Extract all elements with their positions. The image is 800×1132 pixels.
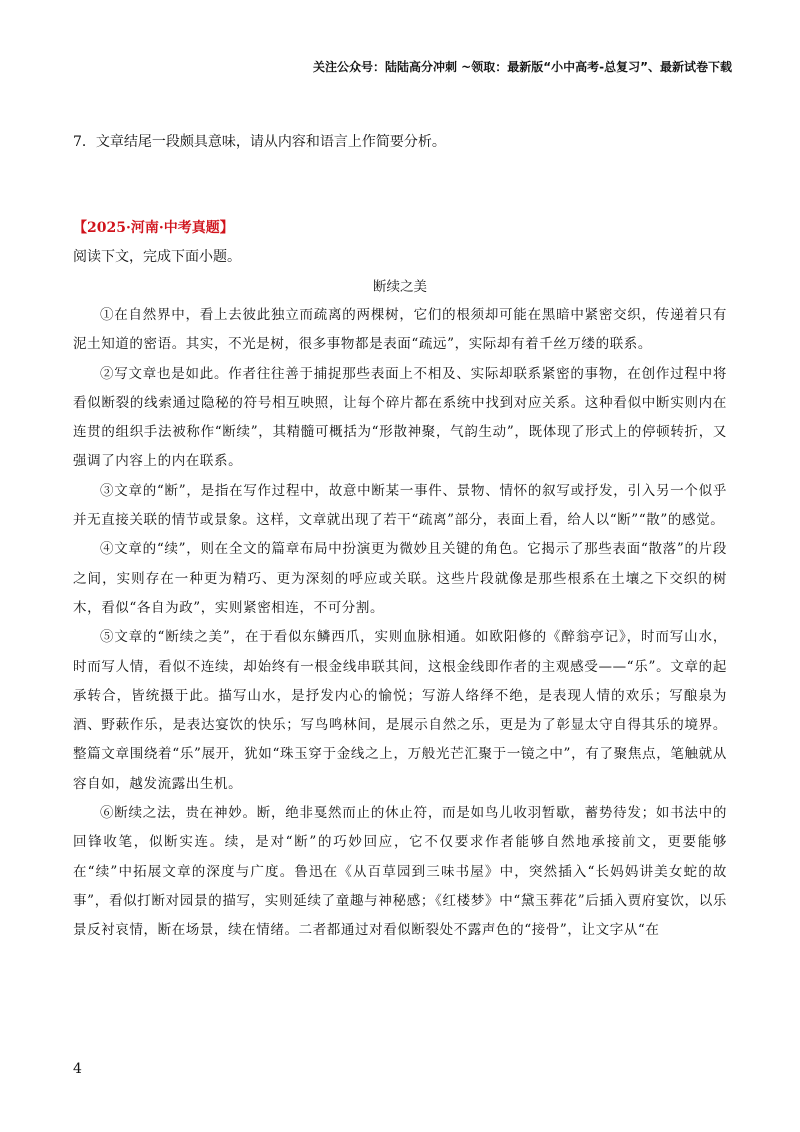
exam-source-tag: 【2025·河南·中考真题】 [73,220,234,236]
article-paragraph-4: ④文章的“续”，则在全文的篇章布局中扮演更为微妙且关键的角色。它揭示了那些表面“散落”的片段之间，实则存在一种更为精巧、更为深刻的呼应或关联。这些片段就像是那些根系在土壤之下交织的树木，看似“各自为政”，实则紧密相连，不可分割。 [73,541,727,616]
article-paragraph-6: ⑥断续之法，贵在神妙。断，绝非戛然而止的休止符，而是如鸟儿收羽暂歇，蓄势待发；如书法中的回锋收笔，似断实连。续，是对“断”的巧妙回应，它不仅要求作者能够自然地承接前文，更要能够在“续”中拓展文章的深度与广度。鲁迅在《从百草园到三味书屋》中，突然插入“长妈妈讲美女蛇的故事”，看似打断对园景的描写，实则延续了童趣与神秘感；《红楼梦》中“黛玉葬花”后插入贾府宴饮，以乐景反衬哀情，断在场景，续在情绪。二者都通过对看似断裂处不露声色的“接骨”，让文字从“在 [73,805,727,939]
reading-instruction: 阅读下文，完成下面小题。 [73,249,241,265]
page-number: 4 [73,1061,82,1077]
question-7: 7．文章结尾一段颇具意味，请从内容和语言上作简要分析。 [73,134,446,150]
article-paragraph-2: ②写文章也是如此。作者往往善于捕捉那些表面上不相及、实际却联系紧密的事物，在创作过程中将看似断裂的线索通过隐秘的符号相互映照，让每个碎片都在系统中找到对应关系。这种看似中断实则内在连贯的组织手法被称作“断续”，其精髓可概括为“形散神聚，气韵生动”，既体现了形式上的停顿转折，又强调了内容上的内在联系。 [73,365,727,470]
article-paragraph-3: ③文章的“断”，是指在写作过程中，故意中断某一事件、景物、情怀的叙写或抒发，引入另一个似乎并无直接关联的情节或景象。这样，文章就出现了若干“疏离”部分，表面上看，给人以“断”“散”的感觉。 [73,482,727,529]
article-paragraph-1: ①在自然界中，看上去彼此独立而疏离的两棵树，它们的根须却可能在黑暗中紧密交织，传递着只有泥土知道的密语。其实，不光是树，很多事物都是表面“疏远”，实际却有着千丝万缕的联系。 [73,307,727,353]
page-header: 关注公众号：陆陆高分冲刺 ~领取：最新版“小中高考-总复习”、最新试卷下载 [313,60,732,74]
article-title: 断续之美 [373,279,427,295]
article-paragraph-5: ⑤文章的“断续之美”，在于看似东鳞西爪，实则血脉相通。如欧阳修的《醉翁亭记》，时而写山水，时而写人情，看似不连续，却始终有一根金线串联其间，这根金线即作者的主观感受——“乐”。文章的起承转合，皆统摄于此。描写山水，是抒发内心的愉悦；写游人络绎不绝，是表现人情的欢乐；写酿泉为酒、野蔌作乐，是表达宴饮的快乐；写鸟鸣林间，是展示自然之乐，更是为了彰显太守自得其乐的境界。整篇文章围绕着“乐”展开，犹如“珠玉穿于金线之上，万般光芒汇聚于一镜之中”，有了聚焦点，笔触就从容自如，越发流露出生机。 [73,629,727,792]
article-body [73,301,727,946]
